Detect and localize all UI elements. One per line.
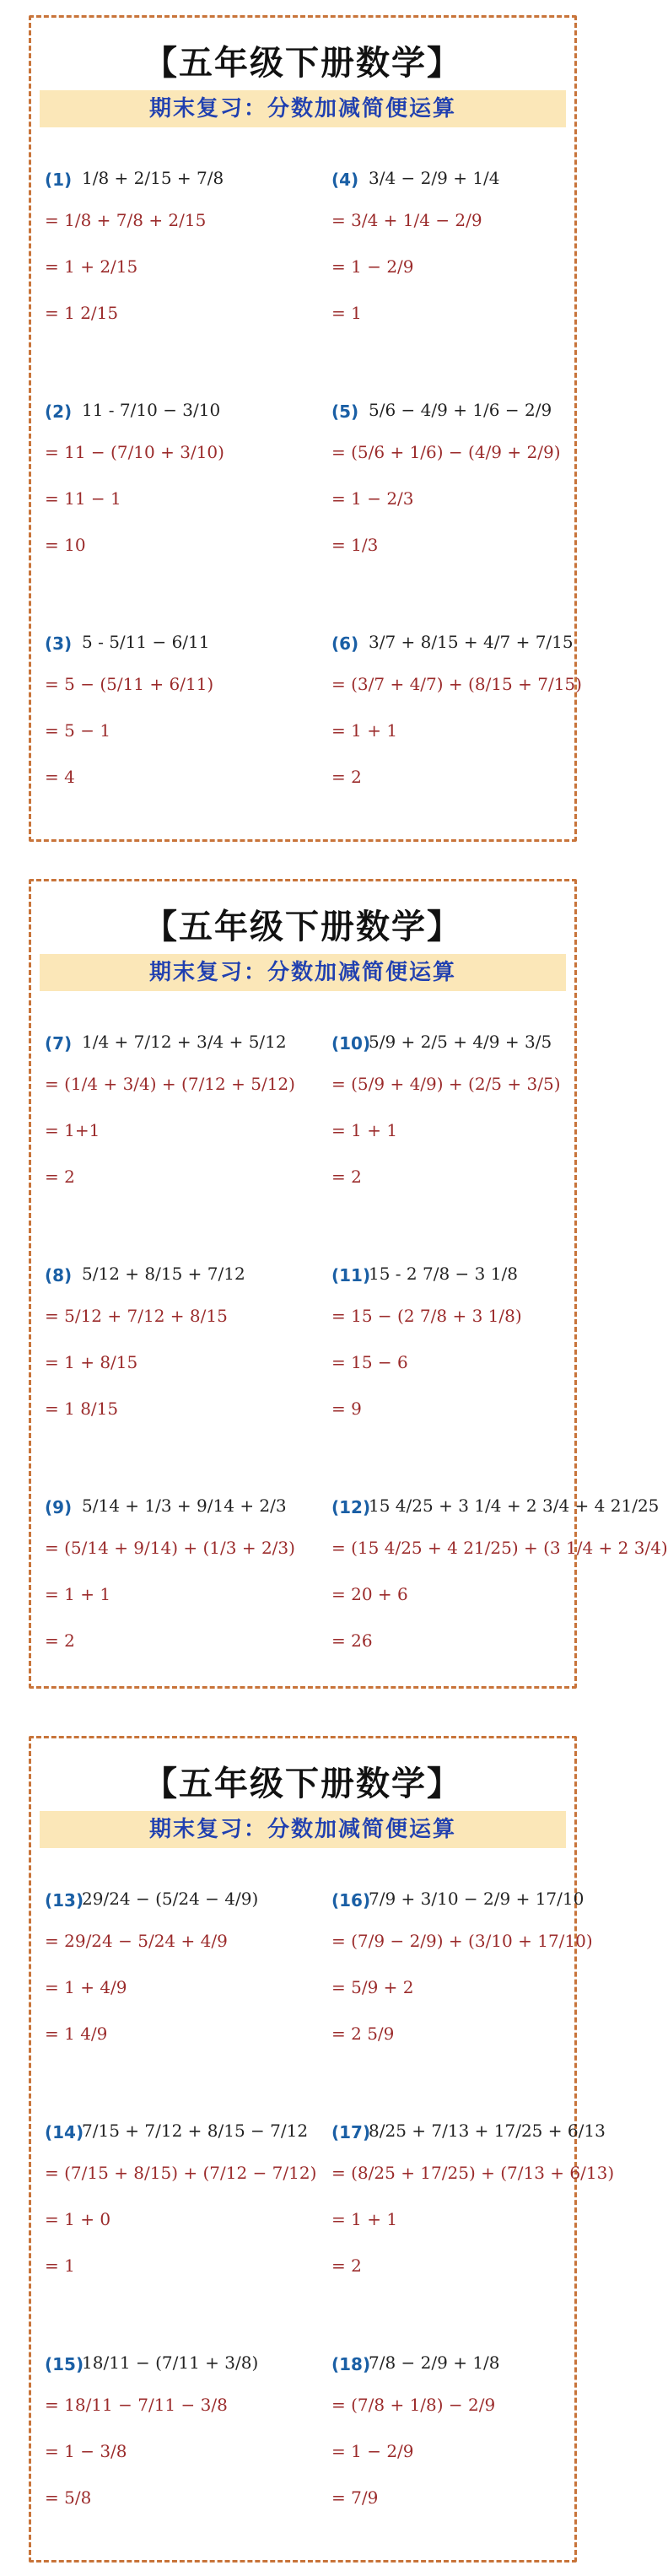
- problem: [331, 401, 584, 570]
- problem-expression: 7/8 − 2/9 + 1/8: [369, 2352, 500, 2373]
- problem-number: (14): [45, 2122, 84, 2142]
- problem: [45, 633, 298, 802]
- problem-expression: 5 - 5/11 − 6/11: [82, 632, 210, 652]
- problem-number: (6): [331, 633, 359, 654]
- problem-number: (5): [331, 401, 359, 422]
- problem-expression: 18/11 − (7/11 + 3/8): [82, 2352, 259, 2373]
- problem: [331, 1889, 593, 2059]
- solution-step: = 1: [331, 303, 362, 323]
- card-title: 【五年级下册数学】: [143, 1764, 462, 1803]
- problem-number: (15): [45, 2354, 84, 2374]
- solution-step: = 2: [331, 2255, 362, 2276]
- card-title: 【五年级下册数学】: [143, 43, 462, 83]
- solution-step: = 3/4 + 1/4 − 2/9: [331, 210, 482, 230]
- problem-number: (10): [331, 1033, 371, 1054]
- solution-step: = 29/24 − 5/24 + 4/9: [45, 1931, 228, 1951]
- problem: [45, 2354, 298, 2523]
- solution-step: = 1 + 1: [331, 1120, 398, 1140]
- problem-number: (12): [331, 1497, 371, 1517]
- problem: [45, 1890, 298, 2059]
- solution-step: = 1 + 1: [45, 1584, 111, 1604]
- worksheet-card: [29, 15, 582, 842]
- problem: [45, 1033, 298, 1202]
- solution-step: = (5/14 + 9/14) + (1/3 + 2/3): [45, 1538, 295, 1558]
- problem: [331, 633, 584, 802]
- solution-step: = 1 − 3/8: [45, 2441, 127, 2461]
- problem-number: (11): [331, 1265, 371, 1285]
- solution-step: = 5/9 + 2: [331, 1977, 414, 1997]
- solution-step: = (8/25 + 17/25) + (7/13 + 6/13): [331, 2163, 615, 2183]
- solution-step: = 4: [45, 767, 75, 787]
- solution-step: = 1 + 8/15: [45, 1352, 138, 1372]
- card-subtitle: 期末复习：分数加减简便运算: [40, 1811, 566, 1848]
- problem-expression: 1/4 + 7/12 + 3/4 + 5/12: [82, 1032, 287, 1052]
- solution-step: = (7/9 − 2/9) + (3/10 + 17/10): [331, 1931, 593, 1951]
- problem-expression: 8/25 + 7/13 + 17/25 + 6/13: [369, 2121, 606, 2141]
- solution-step: = 1 8/15: [45, 1398, 119, 1419]
- solution-step: = 1 4/9: [45, 2024, 108, 2044]
- problem: [331, 1265, 584, 1434]
- solution-step: = 1 + 1: [331, 720, 398, 741]
- problem-number: (18): [331, 2354, 371, 2374]
- solution-step: = (5/6 + 1/6) − (4/9 + 2/9): [331, 442, 561, 462]
- problem: [45, 1497, 298, 1666]
- solution-step: = (1/4 + 3/4) + (7/12 + 5/12): [45, 1074, 295, 1094]
- problem: [45, 170, 298, 338]
- solution-step: = 7/9: [331, 2487, 379, 2508]
- solution-step: = 20 + 6: [331, 1584, 408, 1604]
- solution-step: = (7/15 + 8/15) + (7/12 − 7/12): [45, 2163, 317, 2183]
- solution-step: = 1 − 2/9: [331, 2441, 414, 2461]
- card-title: 【五年级下册数学】: [143, 907, 462, 946]
- solution-step: = 1 − 2/9: [331, 256, 414, 277]
- solution-step: = 1 + 2/15: [45, 256, 138, 277]
- solution-step: = 5 − 1: [45, 720, 111, 741]
- problem: [45, 2121, 317, 2291]
- solution-step: = 11 − (7/10 + 3/10): [45, 442, 224, 462]
- solution-step: = 1 2/15: [45, 303, 119, 323]
- solution-step: = 1/8 + 7/8 + 2/15: [45, 210, 207, 230]
- solution-step: = (7/8 + 1/8) − 2/9: [331, 2395, 496, 2415]
- problem-expression: 15 - 2 7/8 − 3 1/8: [369, 1264, 518, 1284]
- problem: [331, 170, 584, 338]
- solution-step: = 1 + 1: [331, 2209, 398, 2229]
- problem-number: (8): [45, 1265, 73, 1285]
- solution-step: = (15 4/25 + 4 21/25) + (3 1/4 + 2 3/4): [331, 1538, 668, 1558]
- card-subtitle: 期末复习：分数加减简便运算: [40, 954, 566, 991]
- solution-step: = 2: [45, 1167, 75, 1187]
- problem: [331, 2121, 615, 2291]
- solution-step: = 18/11 − 7/11 − 3/8: [45, 2395, 228, 2415]
- solution-step: = 2: [331, 1167, 362, 1187]
- problem-number: (3): [45, 633, 73, 654]
- problem-number: (9): [45, 1497, 73, 1517]
- problem-number: (4): [331, 170, 359, 190]
- solution-step: = (5/9 + 4/9) + (2/5 + 3/5): [331, 1074, 561, 1094]
- solution-step: = 1 + 4/9: [45, 1977, 127, 1997]
- problem-expression: 7/15 + 7/12 + 8/15 − 7/12: [82, 2121, 309, 2141]
- solution-step: = 1 − 2/3: [331, 488, 414, 509]
- problem-number: (2): [45, 401, 73, 422]
- problem-expression: 5/12 + 8/15 + 7/12: [82, 1264, 245, 1284]
- problem-number: (16): [331, 1890, 371, 1910]
- solution-step: = 5/8: [45, 2487, 92, 2508]
- solution-step: = 1/3: [331, 535, 379, 555]
- problem: [331, 1495, 668, 1666]
- solution-step: = 15 − (2 7/8 + 3 1/8): [331, 1306, 522, 1326]
- worksheet-card: [29, 879, 668, 1689]
- problem: [45, 1265, 298, 1434]
- solution-step: = 5 − (5/11 + 6/11): [45, 674, 214, 694]
- problem-expression: 7/9 + 3/10 − 2/9 + 17/10: [369, 1889, 584, 1909]
- problem-expression: 5/6 − 4/9 + 1/6 − 2/9: [369, 400, 552, 420]
- solution-step: = 1 + 0: [45, 2209, 111, 2229]
- solution-step: = 10: [45, 535, 86, 555]
- problem-number: (17): [331, 2122, 371, 2142]
- problem: [331, 1033, 584, 1202]
- problem-expression: 1/8 + 2/15 + 7/8: [82, 168, 224, 188]
- solution-step: = (3/7 + 4/7) + (8/15 + 7/15): [331, 674, 582, 694]
- solution-step: = 1+1: [45, 1120, 100, 1140]
- problem-number: (13): [45, 1890, 84, 1910]
- solution-step: = 15 − 6: [331, 1352, 408, 1372]
- solution-step: = 9: [331, 1398, 362, 1419]
- problem-expression: 5/14 + 1/3 + 9/14 + 2/3: [82, 1495, 287, 1516]
- problem-expression: 29/24 − (5/24 − 4/9): [82, 1889, 259, 1909]
- problem-expression: 5/9 + 2/5 + 4/9 + 3/5: [369, 1032, 552, 1052]
- solution-step: = 2: [331, 767, 362, 787]
- problem: [45, 401, 298, 570]
- problem-expression: 3/4 − 2/9 + 1/4: [369, 168, 500, 188]
- solution-step: = 1: [45, 2255, 75, 2276]
- solution-step: = 2: [45, 1630, 75, 1651]
- solution-step: = 26: [331, 1630, 373, 1651]
- problem-expression: 3/7 + 8/15 + 4/7 + 7/15: [369, 632, 574, 652]
- problem-number: (7): [45, 1033, 73, 1054]
- problem: [331, 2354, 584, 2523]
- problem-expression: 15 4/25 + 3 1/4 + 2 3/4 + 4 21/25: [369, 1495, 660, 1516]
- solution-step: = 2 5/9: [331, 2024, 395, 2044]
- solution-step: = 5/12 + 7/12 + 8/15: [45, 1306, 228, 1326]
- card-subtitle: 期末复习：分数加减简便运算: [40, 90, 566, 127]
- problem-expression: 11 - 7/10 − 3/10: [82, 400, 221, 420]
- problem-number: (1): [45, 170, 73, 190]
- solution-step: = 11 − 1: [45, 488, 121, 509]
- worksheet-card: [29, 1736, 615, 2563]
